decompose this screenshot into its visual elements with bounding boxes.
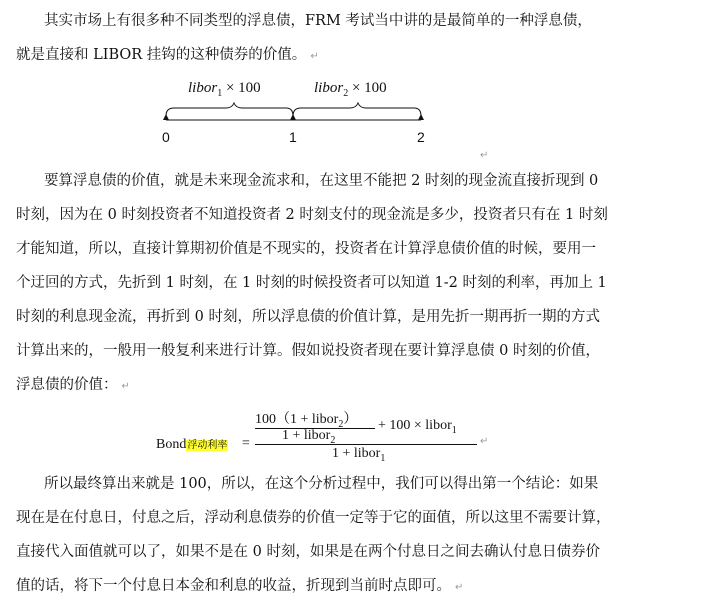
cashflow-label-2 [314,80,387,99]
conclusion-line [16,569,616,603]
conclusion-line-text: 值的话，将下一个付息日本金和利息的收益，折现到当前时点即可。 [16,578,451,594]
plus-term-sub: 1 [451,424,457,436]
valuation-line-text: 个迂回的方式，先折到 1 时刻，在 1 时刻的时候投资者可以知道 1-2 时刻的利率，再加上 1 [16,275,607,291]
paragraph-mark: ↵ [480,436,489,447]
valuation-line [16,164,616,198]
tick-label-1: 1 [289,129,297,145]
outer-denominator-text: 1 + libor [332,446,381,461]
tick-label-2: 2 [417,129,425,145]
formula-inner-numerator [255,408,357,430]
inner-denominator-sub: 2 [330,434,336,446]
valuation-line [16,232,616,266]
valuation-line-text: 计算出来的，一般用一般复利来进行计算。假如说投资者现在要计算浮息债 0 时刻的价值， [16,343,600,359]
formula-lhs-text: Bond [156,437,187,452]
valuation-line [16,334,616,368]
conclusion-line [16,535,616,569]
conclusion-line-text: 直接代入面值就可以了，如果不是在 0 时刻，如果是在两个付息日之间去确认付息日债券价 [16,544,600,560]
cashflow-2-var: libor [314,80,344,96]
valuation-paragraph [16,164,616,402]
formula-plus-term [378,418,457,436]
cashflow-1-var: libor [188,80,218,96]
valuation-line [16,300,616,334]
cashflow-timeline [150,74,450,158]
valuation-line-text: 时刻，因为在 0 时刻投资者不知道投资者 2 时刻支付的现金流是多少，投资者只有在 1 时刻 [16,207,608,223]
cashflow-1-sub: 1 [217,88,223,99]
inner-denominator-text: 1 + libor [282,428,331,443]
plus-term-text: + 100 × libor [378,418,452,433]
inner-numerator-sub: 2 [338,418,344,430]
valuation-line-text: 浮息债的价值： [16,377,118,393]
intro-paragraph [16,4,616,72]
brace-period-2 [293,103,421,116]
formula-lhs [156,436,228,453]
outer-denominator-sub: 1 [380,452,386,464]
inner-numerator-text: 100（1 + libor [255,412,339,427]
outer-fraction-bar [255,444,477,445]
formula-equals: = [242,436,250,451]
paragraph-mark: ↵ [121,381,130,392]
intro-line-1 [16,4,616,38]
conclusion-line [16,467,616,501]
conclusion-line [16,501,616,535]
cashflow-2-rest: × 100 [348,80,387,96]
cashflow-2-sub: 2 [343,88,349,99]
valuation-line-text: 才能知道，所以，直接计算期初价值是不现实的，投资者在计算浮息债价值的时候，要用一 [16,241,596,257]
tick-label-0: 0 [162,129,170,145]
brace-period-1 [166,103,293,116]
valuation-line [16,368,616,402]
cashflow-label-1 [188,80,261,99]
paragraph-mark: ↵ [480,150,489,161]
tick-marker-2 [418,114,424,120]
valuation-line-text: 时刻的利息现金流，再折到 0 时刻，所以浮息债的价值计算，是用先折一期再折一期的方式 [16,309,600,325]
formula-outer-denominator [332,446,385,464]
inner-numerator-close: ） [343,412,358,427]
cashflow-1-rest: × 100 [222,80,261,96]
intro-line-1-text: 其实市场上有很多种不同类型的浮息债，FRM 考试当中讲的是最简单的一种浮息债， [44,13,592,29]
paragraph-mark: ↵ [310,51,319,62]
valuation-line [16,266,616,300]
valuation-line-text: 要算浮息债的价值，就是未来现金流求和，在这里不能把 2 时刻的现金流直接折现到 0 [44,173,599,189]
conclusion-line-text: 所以最终算出来就是 100，所以，在这个分析过程中，我们可以得出第一个结论：如果 [44,476,599,492]
bond-formula [156,402,489,472]
valuation-line [16,198,616,232]
paragraph-mark: ↵ [455,582,464,593]
intro-line-2-text: 就是直接和 LIBOR 挂钩的这种债券的价值。 [16,47,307,63]
tick-marker-1 [290,114,296,120]
conclusion-line-text: 现在是在付息日，付息之后，浮动利息债券的价值一定等于它的面值，所以这里不需要计算， [16,510,611,526]
intro-line-2 [16,38,616,72]
conclusion-paragraph [16,467,616,603]
tick-marker-0 [163,114,169,120]
formula-lhs-subscript: 浮动利率 [187,440,228,451]
